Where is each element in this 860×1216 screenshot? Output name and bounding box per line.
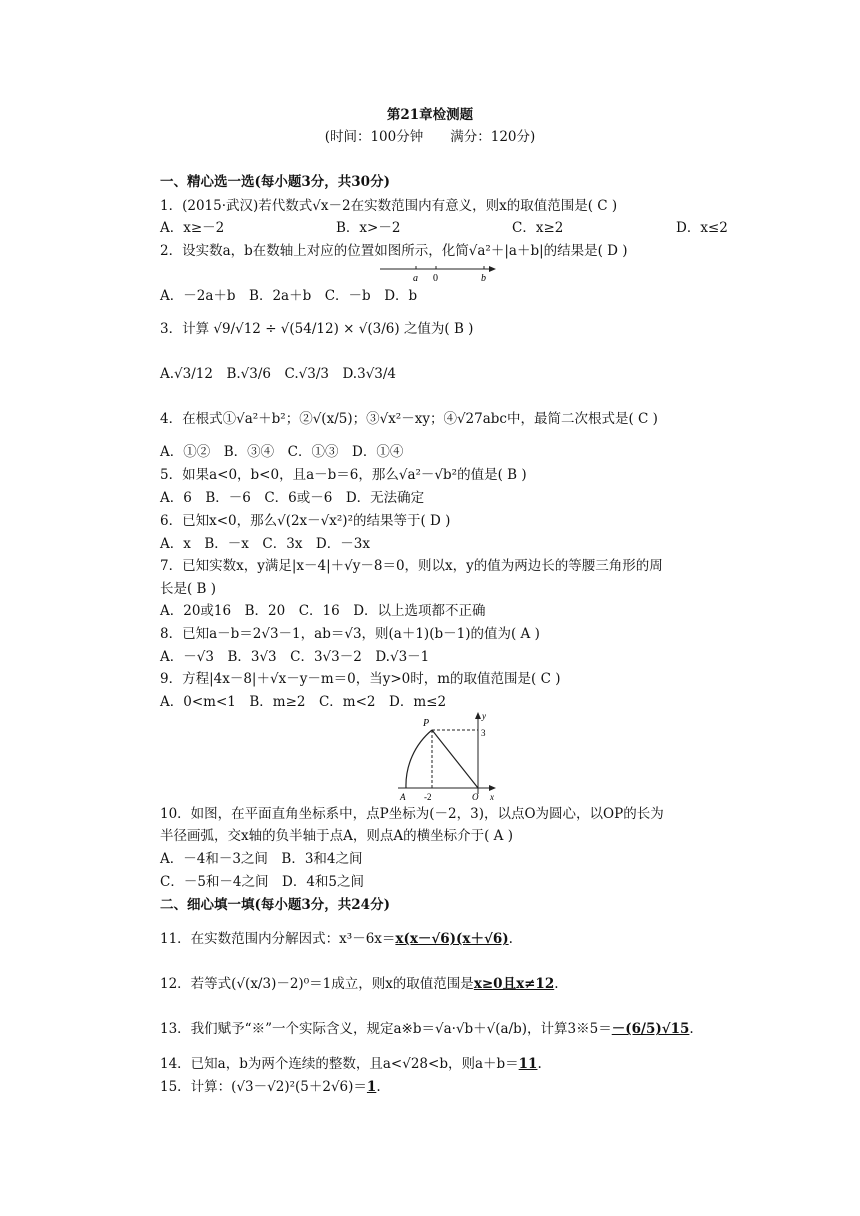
question-6: 6．已知x<0，那么√(2x－√x²)²的结果等于( D ) (160, 513, 451, 529)
q2-options: A．－2a＋b B．2a＋b C．－b D．b (160, 288, 418, 304)
question-12 (160, 975, 559, 993)
q12-answer: x≥0且x≠12 (473, 976, 555, 992)
page-subtitle: (时间：100分钟 满分：120分) (324, 129, 536, 145)
question-5: 5．如果a<0，b<0，且a－b＝6，那么√a²－√b²的值是( B ) (160, 467, 527, 483)
question-4: 4．在根式①√a²＋b²；②√(x/5)；③√x²－xy；④√27abc中，最简二次根式是( C ) (160, 411, 658, 427)
q8-options: A．－√3 B．3√3 C．3√3－2 D.√3－1 (160, 649, 430, 665)
q15-text: 15．计算：(√3－√2)²(5＋2√6)＝ (160, 1079, 367, 1095)
question-7-cont: 长是( B ) (160, 581, 217, 597)
question-7: 7．已知实数x，y满足|x－4|＋√y－8＝0，则以x，y的值为两边长的等腰三角形的周 (160, 558, 663, 574)
q13-text: 13．我们赋予“※”一个实际含义，规定a※b＝√a·√b＋√(a/b)，计算3※5＝ (160, 1021, 612, 1037)
q13-answer: －(6/5)√15 (611, 1021, 690, 1037)
fig-label-p: P (423, 718, 430, 729)
fig-label-neg2: -2 (424, 792, 432, 802)
question-14 (160, 1055, 542, 1073)
q1-option-c: C．x≥2 (512, 220, 564, 236)
q14-text: 14．已知a，b为两个连续的整数，且a<√28<b，则a＋b＝ (160, 1056, 519, 1072)
fig-label-a: A (400, 792, 406, 802)
question-11 (160, 930, 513, 948)
question-9: 9．方程|4x－8|＋√x－y－m＝0，当y>0时，m的取值范围是( C ) (160, 671, 561, 687)
axis-label-b: b (481, 273, 486, 284)
q12-end: . (554, 976, 559, 992)
q12-text: 12．若等式(√(x/3)－2)⁰＝1成立，则x的取值范围是 (160, 976, 474, 992)
question-15 (160, 1078, 381, 1096)
axis-label-0: 0 (433, 273, 438, 284)
number-line-figure (376, 264, 500, 284)
question-10-cont: 半径画弧，交x轴的负半轴于点A，则点A的横坐标介于( A ) (160, 828, 513, 844)
question-8: 8．已知a－b＝2√3－1，ab＝√3，则(a＋1)(b－1)的值为( A ) (160, 626, 540, 642)
q7-options: A．20或16 B．20 C．16 D．以上选项都不正确 (160, 603, 486, 619)
question-10: 10．如图，在平面直角坐标系中，点P坐标为(－2，3)，以点O为圆心，以OP的长为 (160, 806, 664, 822)
question-2: 2．设实数a，b在数轴上对应的位置如图所示，化简√a²＋|a＋b|的结果是( D ) (160, 243, 628, 259)
q14-answer: 11 (518, 1056, 538, 1072)
q11-text: 11．在实数范围内分解因式：x³－6x＝ (160, 931, 396, 947)
coordinate-figure (392, 710, 502, 802)
q15-answer: 1 (366, 1079, 377, 1095)
q5-options: A．6 B．－6 C．6或－6 D．无法确定 (160, 490, 425, 506)
question-13 (160, 1020, 694, 1038)
q9-options: A．0<m<1 B．m≥2 C．m<2 D．m≤2 (160, 694, 447, 710)
fig-label-x: x (490, 792, 494, 802)
q10-options-2: C．－5和－4之间 D．4和5之间 (160, 874, 365, 890)
section-1-heading: 一、精心选一选(每小题3分，共30分) (160, 174, 390, 190)
q13-end: . (689, 1021, 694, 1037)
question-1: 1．(2015·武汉)若代数式√x－2在实数范围内有意义，则x的取值范围是( C ) (160, 198, 618, 214)
q1-option-a: A．x≥－2 (160, 220, 225, 236)
question-3: 3．计算 √9/√12 ÷ √(54/12) × √(3/6) 之值为( B ) (160, 321, 474, 337)
q11-end: . (508, 931, 513, 947)
q6-options: A．x B．－x C．3x D．－3x (160, 536, 370, 552)
q11-answer: x(x－√6)(x＋√6) (395, 931, 509, 947)
fig-label-3: 3 (481, 728, 486, 738)
section-2-heading: 二、细心填一填(每小题3分，共24分) (160, 897, 390, 913)
page-title: 第21章检测题 (386, 107, 474, 123)
axis-label-a: a (413, 273, 418, 284)
fig-label-o: O (472, 792, 479, 802)
q3-options: A.√3/12 B.√3/6 C.√3/3 D.3√3/4 (160, 366, 397, 382)
q15-end: . (376, 1079, 381, 1095)
fig-label-y: y (482, 711, 486, 721)
q1-option-b: B．x>－2 (336, 220, 401, 236)
q14-end: . (537, 1056, 542, 1072)
q4-options: A．①② B．③④ C．①③ D．①④ (160, 444, 404, 460)
q10-options-1: A．－4和－3之间 B．3和4之间 (160, 851, 363, 867)
q1-option-d: D．x≤2 (676, 220, 728, 236)
